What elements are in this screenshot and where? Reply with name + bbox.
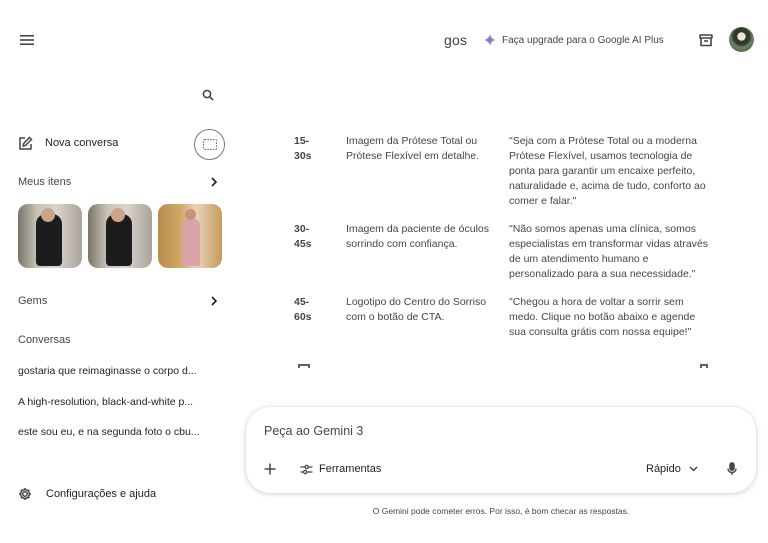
table-row (294, 222, 714, 284)
my-items-label: Meus itens (18, 176, 72, 188)
gems-row[interactable] (18, 292, 218, 310)
upgrade-link[interactable] (484, 31, 664, 49)
settings-help-button[interactable] (18, 486, 156, 502)
upgrade-label: Faça upgrade para o Google AI Plus (502, 34, 664, 46)
table-row (294, 295, 714, 343)
chevron-down-icon (689, 466, 698, 472)
visual-cell: Imagem da paciente de óculos sorrindo com confiança. (346, 223, 490, 250)
new-chat-button[interactable] (18, 133, 118, 153)
chevron-right-icon (210, 296, 218, 306)
gear-icon (18, 487, 32, 501)
new-chat-label: Nova conversa (45, 137, 119, 149)
tools-button[interactable] (300, 461, 381, 477)
sidebar-toggle-button[interactable] (194, 129, 225, 160)
time-cell: 30- 45s (294, 223, 312, 250)
conversation-item[interactable]: este sou eu, e na segunda foto o cbu... (18, 426, 200, 438)
sparkle-icon (484, 34, 496, 46)
panel-icon (203, 139, 217, 150)
archive-icon[interactable] (697, 31, 715, 49)
add-icon[interactable] (262, 461, 278, 477)
thumbnail-image[interactable] (158, 204, 222, 268)
table-row (294, 134, 714, 210)
thumbnail-image[interactable] (18, 204, 82, 268)
menu-icon[interactable] (17, 31, 37, 49)
tools-label: Ferramentas (319, 463, 382, 475)
prompt-composer (246, 407, 756, 493)
brand-title: gos (444, 32, 468, 48)
tune-icon (300, 464, 313, 475)
search-icon[interactable] (199, 86, 217, 104)
narration-cell: "Não somos apenas uma clínica, somos especialistas em transformar vidas através de um atendimento humano e personalizado para a sua necessidade." (509, 223, 708, 280)
settings-label: Configurações e ajuda (46, 488, 157, 500)
time-cell: 15- 30s (294, 135, 312, 162)
my-items-row[interactable] (18, 173, 218, 191)
chevron-right-icon (210, 177, 218, 187)
conversation-item[interactable]: A high-resolution, black-and-white p... (18, 396, 194, 408)
avatar[interactable] (729, 27, 754, 52)
share-icon[interactable] (700, 364, 708, 368)
time-cell: 45- 60s (294, 296, 312, 323)
visual-cell: Logotipo do Centro do Sorriso com o botão de CTA. (346, 296, 487, 323)
model-selector[interactable] (646, 460, 698, 478)
disclaimer-text: O Gemini pode cometer erros. Por isso, é bom checar as respostas. (372, 506, 630, 516)
narration-cell: "Chegou a hora de voltar a sorrir sem medo. Clique no botão abaixo e agende sua consulta grátis com nossa equipe!" (509, 296, 696, 338)
microphone-icon[interactable] (724, 460, 740, 478)
copy-icon[interactable] (298, 364, 310, 368)
conversation-item[interactable]: gostaria que reimaginasse o corpo d... (18, 365, 197, 377)
my-items-thumbnails (18, 204, 222, 268)
edit-icon (18, 136, 33, 151)
model-label: Rápido (646, 463, 681, 475)
prompt-input[interactable] (264, 422, 684, 440)
conversations-heading: Conversas (18, 334, 71, 346)
visual-cell: Imagem da Prótese Total ou Prótese Flexível em detalhe. (346, 135, 480, 162)
narration-cell: "Seja com a Prótese Total ou a moderna Prótese Flexível, usamos tecnologia de ponta para garantir um encaixe perfeito, naturalidade e, acima de tudo, conforto ao comer e falar." (509, 135, 706, 207)
gems-label: Gems (18, 295, 48, 307)
thumbnail-image[interactable] (88, 204, 152, 268)
